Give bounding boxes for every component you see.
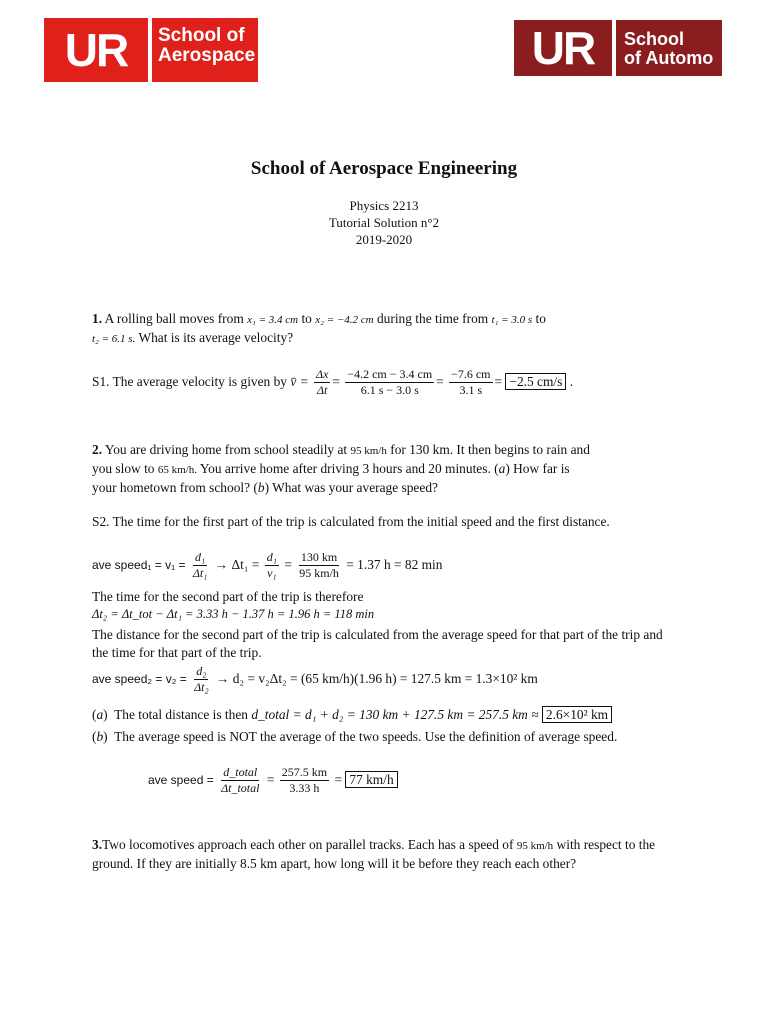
equation-2: Δt₂ = Δt_tot − Δt₁ = 3.33 h − 1.37 h = 1.96 h = 118 min bbox=[92, 607, 375, 621]
question-2: 2. You are driving home from school steadily at 95 km/h for 130 km. It then begins to rain and you slow to 65 km/h. You arrive home after driving 3 hours and 20 minutes. (a) How far is your hometown from school? (b) What was your average speed? bbox=[92, 442, 590, 495]
answer-box: 77 km/h bbox=[345, 771, 397, 788]
answer-box: −2.5 cm/s bbox=[505, 373, 566, 390]
solution-1: S1. The average velocity is given by v̄ = $\frac{\Delta x}{\Delta t}$ = $\frac{-4.2 cm - 3.4 cm}{6.1 s - 3.0 s}$ = $\frac{-7.6 cm}{3.1 s}$ = −2.5 cm/s . bbox=[92, 367, 574, 398]
equation-1: ave speed₁ = v₁ = $\frac{\text{d₁}}{\text{Δt₁}}$ → Δt₁ = $\frac{\text{d₁}}{\text{v₁}}$ = $\frac{130 km}{95 km/h}$ = 1.37 h = 82 min bbox=[92, 550, 443, 581]
ur-logo-mark: UR bbox=[514, 20, 612, 76]
second-time-text: The time for the second part of the trip is therefore bbox=[92, 589, 364, 604]
part-a-answer: (a) The total distance is then d_total = d₁ + d₂ = 130 km + 127.5 km = 257.5 km ≈ 2.6×10² km bbox=[92, 706, 677, 724]
question-3: 3.Two locomotives approach each other on parallel tracks. Each has a speed of 95 km/h with respect to the ground. If they are initially 8.5 km apart, how long will it be before they reach each other? bbox=[92, 837, 656, 871]
logo-school-of-automotive bbox=[514, 20, 722, 76]
logo-school-of-aerospace bbox=[44, 18, 258, 82]
fraction: $\frac{\Delta x}{\Delta t}$ bbox=[316, 367, 329, 398]
fraction: $\frac{\text{d\_total}}{\text{Δt\_total}}$ bbox=[221, 765, 260, 796]
fraction: $\frac{\text{d₂}}{\text{Δt₂}}$ bbox=[194, 664, 209, 695]
solution-2-intro: S2. The time for the first part of the trip is calculated from the initial speed and the first distance. bbox=[92, 514, 610, 529]
answer-box: 2.6×10² km bbox=[542, 706, 612, 723]
part-b-text: (b) The average speed is NOT the average of the two speeds. Use the definition of average speed. bbox=[92, 729, 618, 744]
second-distance-text: The distance for the second part of the trip is calculated from the average speed for that part of the trip and the time for that part of the trip. bbox=[92, 627, 663, 660]
ur-logo-mark: UR bbox=[44, 18, 148, 82]
page-title: School of Aerospace Engineering bbox=[250, 158, 518, 179]
question-1: 1. A rolling ball moves from x₁ = 3.4 cm to x₂ = −4.2 cm during the time from t₁ = 3.0 s to t₂ = 6.1 s. What is its average velocity? bbox=[92, 311, 546, 345]
fraction: $\frac{-4.2 cm - 3.4 cm}{6.1 s - 3.0 s}$ bbox=[347, 367, 433, 398]
logo-text: School of Automo bbox=[616, 20, 722, 76]
fraction: $\frac{130 km}{95 km/h}$ bbox=[299, 550, 339, 581]
equation-3: ave speed₂ = v₂ = $\frac{\text{d₂}}{\text{Δt₂}}$ → d₂ = v₂Δt₂ = (65 km/h)(1.96 h) = 127.5 km = 1.3×10² km bbox=[92, 664, 538, 695]
course-name: Physics 2213 bbox=[349, 198, 419, 213]
fraction: $\frac{\text{d₁}}{\text{Δt₁}}$ bbox=[192, 550, 208, 581]
logo-text: School of Aerospace bbox=[152, 18, 258, 82]
doc-name: Tutorial Solution n°2 bbox=[328, 215, 440, 230]
fraction: $\frac{257.5 km}{3.33 h}$ bbox=[281, 765, 328, 796]
equation-4: ave speed = $\frac{\text{d\_total}}{\text{Δt\_total}}$ = $\frac{257.5 km}{3.33 h}$ = 77 km/h bbox=[148, 762, 668, 798]
fraction: $\frac{-7.6 cm}{3.1 s}$ bbox=[451, 367, 491, 398]
fraction: $\frac{\text{d₁}}{\text{v₁}}$ bbox=[266, 550, 277, 581]
academic-year: 2019-2020 bbox=[355, 232, 413, 247]
